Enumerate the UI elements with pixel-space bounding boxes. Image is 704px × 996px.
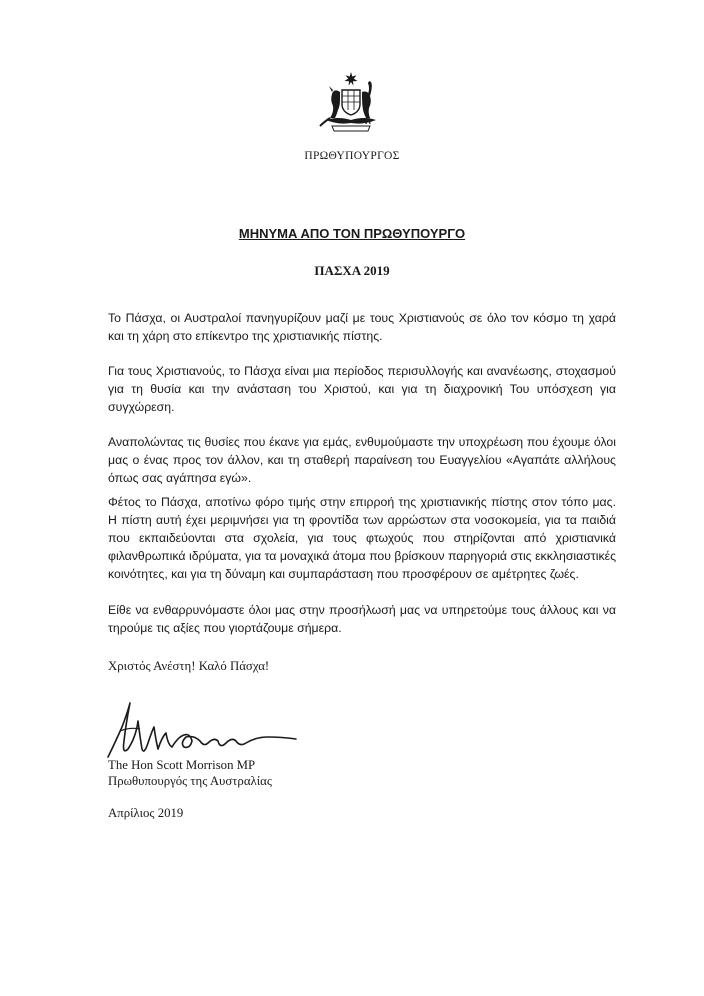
paragraph-5: Είθε να ενθαρρυνόμαστε όλοι μας στην προσήλωσή μας να υπηρετούμε τους άλλους και να τηρούμε τις αξίες που γιορτάζουμε σήμερα. bbox=[108, 603, 616, 635]
paragraph-4: Φέτος το Πάσχα, αποτίνω φόρο τιμής στην επιρροή της χριστιανικής πίστης στον τόπο μας. Η πίστη αυτή έχει μεριμνήσει για τη φροντίδα των αρρώστων στα νοσοκομεία, για τα παιδιά που εκπαιδεύονται στα σχολεία, για τους φτωχούς που στηρίζονται από χριστιανικά φιλανθρωπικά ιδρύματα, για τα μοναχικά άτομα που βρίσκουν παρηγοριά στις εκκλησιαστικές κοινότητες, και για τη δύναμη και συμπαράσταση που προσφέρουν σε αμέτρητες ζωές. bbox=[108, 495, 616, 581]
office-label: ΠΡΩΘΥΠΟΥΡΓΟΣ bbox=[304, 150, 400, 162]
paragraph-1: Το Πάσχα, οι Αυστραλοί πανηγυρίζουν μαζί με τους Χριστιανούς σε όλο τον κόσμο τη χαρά και τη χάρη στο επίκεντρο της χριστιανικής πίστης. bbox=[108, 311, 616, 343]
signer-title: Πρωθυπουργός της Αυστραλίας bbox=[108, 774, 272, 788]
message-subtitle: ΠΑΣΧΑ 2019 bbox=[314, 263, 390, 278]
letter-date: Απρίλιος 2019 bbox=[108, 806, 184, 820]
paragraph-3: Αναπολώντας τις θυσίες που έκανε για εμάς, ενθυμούμαστε την υποχρέωση που έχουμε όλοι μας ο ένας προς τον άλλον, και τη σταθερή παραίνεση του Ευαγγελίου «Αγαπάτε αλλήλους όπως σας αγάπησα εγώ». bbox=[108, 435, 616, 485]
signer-name: The Hon Scott Morrison MP bbox=[108, 758, 256, 772]
handwritten-signature-icon bbox=[100, 697, 340, 767]
coat-of-arms-icon bbox=[318, 70, 384, 132]
message-title: ΜΗΝΥΜΑ ΑΠΟ ΤΟΝ ΠΡΩΘΥΠΟΥΡΓΟ bbox=[238, 226, 466, 241]
closing-greeting: Χριστός Ανέστη! Καλό Πάσχα! bbox=[108, 659, 270, 673]
paragraph-2: Για τους Χριστιανούς, το Πάσχα είναι μια περίοδος περισυλλογής και ανανέωσης, στοχασμού για τη θυσία και την ανάσταση του Χριστού, και για τη διαχρονική Του υπόσχεση για συγχώρεση. bbox=[108, 364, 616, 414]
